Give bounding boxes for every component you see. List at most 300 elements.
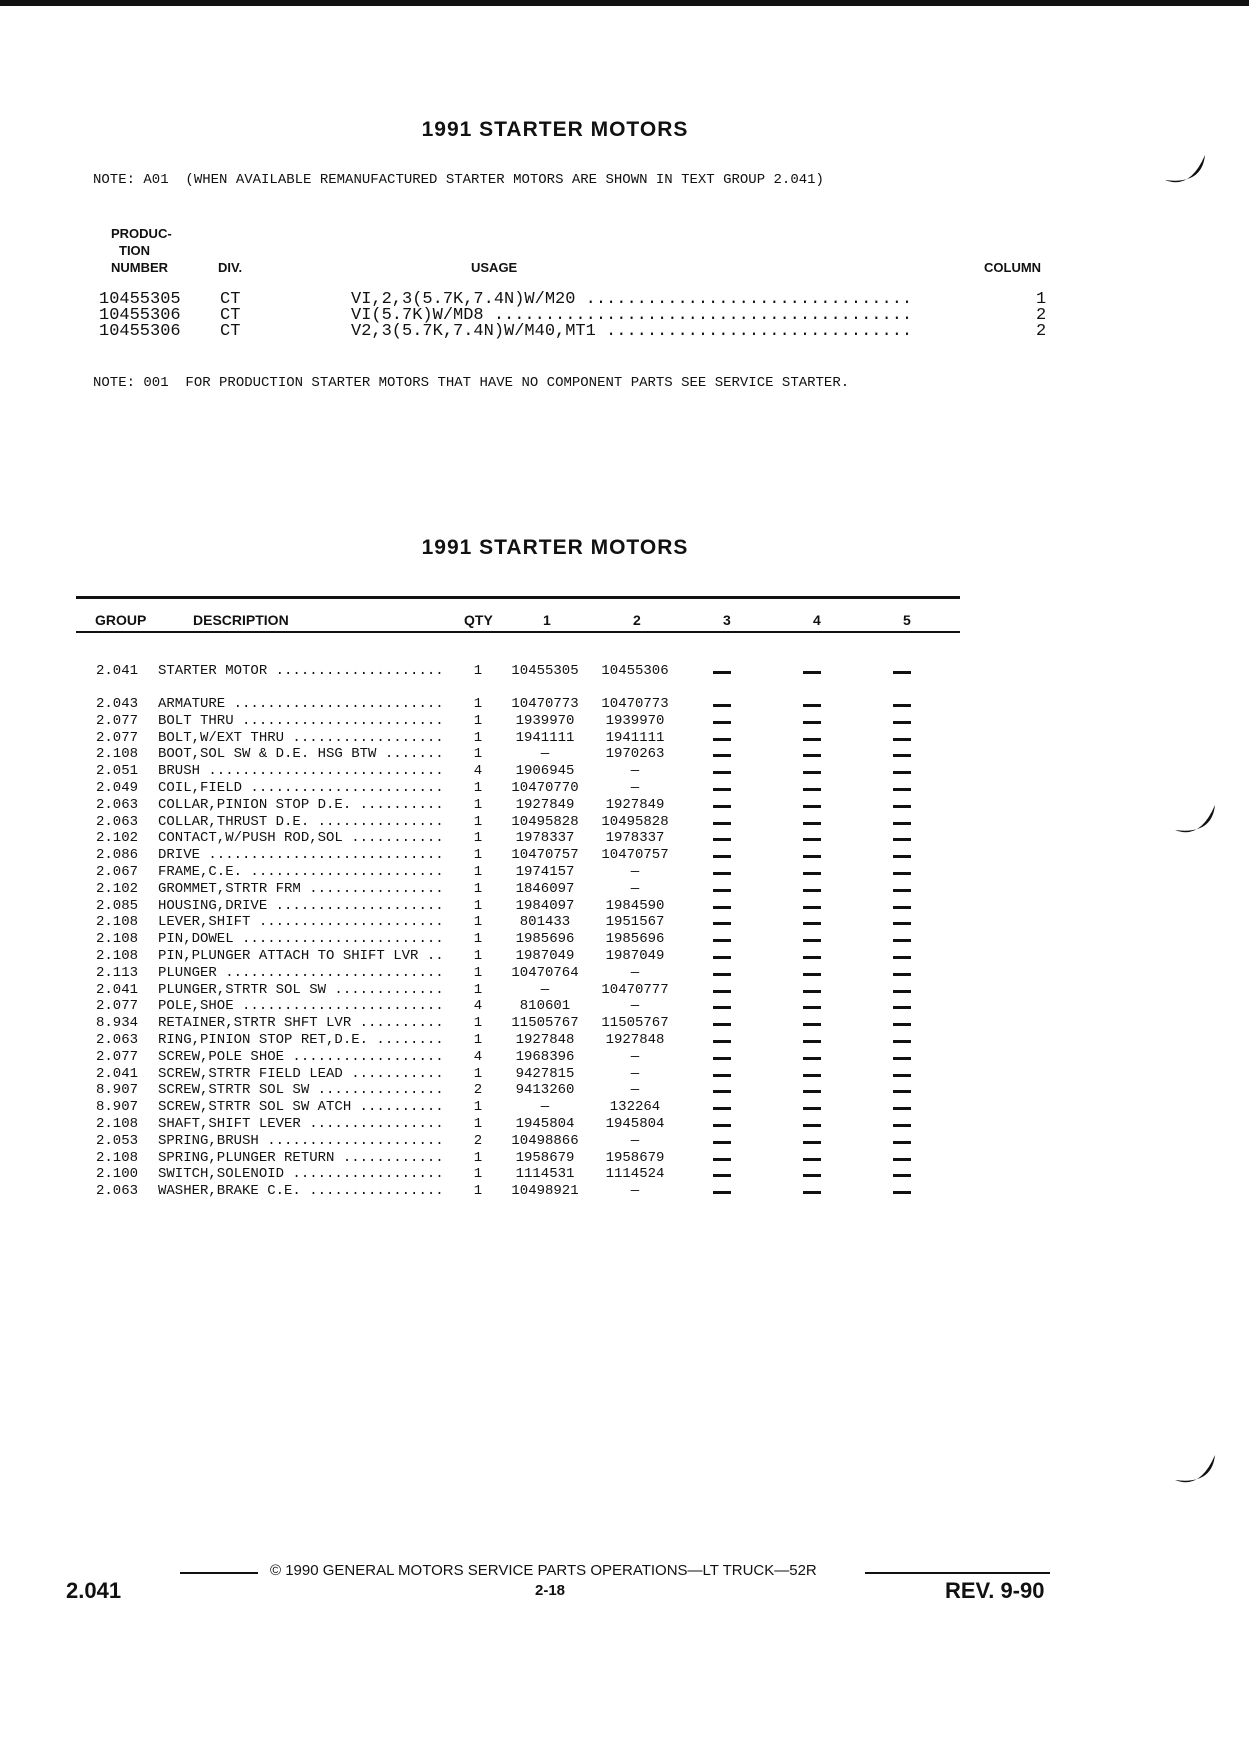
description-cell: SCREW,STRTR SOL SW ATCH .......... — [158, 1099, 444, 1116]
col1-cell: 1114531 — [515, 1166, 575, 1183]
production-div: CT — [220, 306, 241, 325]
group-cell: 2.043 — [96, 696, 139, 712]
description-cell: COLLAR,PINION STOP D.E. .......... — [158, 796, 444, 813]
col2-cell: 1927849 — [605, 796, 665, 813]
table-row — [0, 1133, 1249, 1150]
empty-col5-dash — [893, 939, 911, 942]
empty-col5-dash — [893, 1006, 911, 1009]
col1-cell: 10498866 — [511, 1132, 579, 1149]
table-row — [0, 763, 1249, 780]
group-cell: 2.077 — [96, 998, 139, 1015]
qty-cell: 1 — [473, 1149, 483, 1166]
col2-cell: — — [630, 780, 640, 796]
group-cell: 2.102 — [96, 880, 139, 897]
qty-cell: 2 — [473, 1082, 483, 1099]
description-cell: BOOT,SOL SW & D.E. HSG BTW ....... — [158, 746, 444, 763]
footer-rule-right — [865, 1572, 1050, 1574]
col1-cell: 1985696 — [515, 931, 575, 948]
description-cell: HOUSING,DRIVE .................... — [158, 897, 444, 914]
col2-cell: — — [630, 1183, 640, 1200]
col2-cell: — — [630, 1132, 640, 1149]
table-row — [0, 1015, 1249, 1032]
group-cell: 2.063 — [96, 813, 139, 830]
col2-cell: 1951567 — [605, 914, 665, 931]
empty-col3-dash — [713, 1107, 731, 1110]
col1-cell: 1927848 — [515, 1032, 575, 1048]
description-header: DESCRIPTION — [193, 612, 289, 628]
description-cell: SCREW,POLE SHOE .................. — [158, 1048, 444, 1065]
col1-cell: 11505767 — [511, 1015, 579, 1032]
col1-cell: 10470773 — [511, 696, 579, 712]
group-cell: 2.041 — [96, 663, 139, 679]
production-number: 10455305 — [99, 290, 181, 309]
col4-header: 4 — [813, 612, 821, 628]
table-row — [0, 1032, 1249, 1049]
group-cell: 2.108 — [96, 1116, 139, 1132]
table-row — [0, 1066, 1249, 1083]
footer-revision: REV. 9-90 — [945, 1578, 1045, 1603]
description-cell: WASHER,BRAKE C.E. ................ — [158, 1183, 444, 1200]
qty-cell: 1 — [473, 830, 483, 847]
col2-header: 2 — [633, 612, 641, 628]
description-cell: PIN,PLUNGER ATTACH TO SHIFT LVR .. — [158, 948, 444, 964]
col1-cell: 10455305 — [511, 663, 579, 679]
description-cell: SCREW,STRTR SOL SW ............... — [158, 1082, 444, 1099]
empty-col3-dash — [713, 671, 731, 674]
empty-col4-dash — [803, 939, 821, 942]
empty-col3-dash — [713, 1141, 731, 1144]
empty-col3-dash — [713, 1124, 731, 1127]
empty-col5-dash — [893, 956, 911, 959]
group-cell: 2.049 — [96, 780, 139, 796]
description-cell: STARTER MOTOR .................... — [158, 663, 444, 679]
col2-cell: 1958679 — [605, 1149, 665, 1166]
empty-col4-dash — [803, 1141, 821, 1144]
table-row — [0, 881, 1249, 898]
col2-cell: — — [630, 964, 640, 981]
table-row — [0, 746, 1249, 763]
empty-col3-dash — [713, 855, 731, 858]
empty-col4-dash — [803, 922, 821, 925]
empty-col5-dash — [893, 990, 911, 993]
description-cell: PLUNGER,STRTR SOL SW ............. — [158, 981, 444, 998]
qty-cell: 1 — [473, 1032, 483, 1048]
col2-cell: 1987049 — [605, 948, 665, 964]
empty-col4-dash — [803, 1023, 821, 1026]
footer-section-number: 2.041 — [66, 1578, 122, 1603]
table-row — [0, 830, 1249, 847]
table-row — [0, 797, 1249, 814]
col2-cell: 11505767 — [601, 1015, 669, 1032]
table-row — [0, 696, 1249, 713]
col1-cell: — — [540, 1099, 550, 1116]
empty-col4-dash — [803, 671, 821, 674]
production-usage: V2,3(5.7K,7.4N)W/M40,MT1 .............................. — [351, 322, 913, 341]
empty-col5-dash — [893, 1191, 911, 1194]
description-cell: SHAFT,SHIFT LEVER ................ — [158, 1116, 444, 1132]
col1-cell: 810601 — [519, 998, 571, 1015]
col2-cell: 1978337 — [605, 830, 665, 847]
empty-col4-dash — [803, 973, 821, 976]
description-cell: FRAME,C.E. ....................... — [158, 864, 444, 880]
qty-cell: 1 — [473, 813, 483, 830]
empty-col4-dash — [803, 721, 821, 724]
empty-col3-dash — [713, 704, 731, 707]
description-cell: LEVER,SHIFT ...................... — [158, 914, 444, 931]
table-row — [0, 931, 1249, 948]
empty-col4-dash — [803, 990, 821, 993]
col1-cell: 9413260 — [515, 1082, 575, 1099]
qty-cell: 1 — [473, 1099, 483, 1116]
col1-cell: 1906945 — [515, 763, 575, 780]
empty-col4-dash — [803, 805, 821, 808]
table-row — [0, 864, 1249, 881]
description-cell: SWITCH,SOLENOID .................. — [158, 1166, 444, 1183]
production-number: 10455306 — [99, 322, 181, 341]
qty-cell: 1 — [473, 931, 483, 948]
qty-cell: 1 — [473, 964, 483, 981]
binder-hole-mark — [1170, 1450, 1220, 1495]
empty-col5-dash — [893, 1124, 911, 1127]
col1-cell: 1984097 — [515, 897, 575, 914]
empty-col5-dash — [893, 1141, 911, 1144]
production-column: 2 — [1036, 306, 1047, 325]
col2-cell: 1114524 — [605, 1166, 665, 1183]
empty-col4-dash — [803, 822, 821, 825]
empty-col3-dash — [713, 771, 731, 774]
table-row — [0, 948, 1249, 965]
production-column: 2 — [1036, 322, 1047, 341]
col2-cell: 1984590 — [605, 897, 665, 914]
empty-col3-dash — [713, 822, 731, 825]
col3-header: 3 — [723, 612, 731, 628]
empty-col3-dash — [713, 1040, 731, 1043]
empty-col3-dash — [713, 906, 731, 909]
production-usage: VI,2,3(5.7K,7.4N)W/M20 ................................ — [351, 290, 913, 309]
qty-cell: 1 — [473, 1116, 483, 1132]
empty-col4-dash — [803, 1124, 821, 1127]
table-row — [0, 1183, 1249, 1200]
description-cell: ARMATURE ......................... — [158, 696, 444, 712]
col1-cell: 9427815 — [515, 1065, 575, 1082]
table-row — [0, 982, 1249, 999]
col2-cell: 1941111 — [605, 729, 665, 746]
empty-col4-dash — [803, 1057, 821, 1060]
qty-cell: 1 — [473, 897, 483, 914]
qty-cell: 1 — [473, 696, 483, 712]
table-row — [0, 1082, 1249, 1099]
empty-col5-dash — [893, 889, 911, 892]
qty-cell: 4 — [473, 1048, 483, 1065]
empty-col4-dash — [803, 889, 821, 892]
qty-cell: 4 — [473, 998, 483, 1015]
empty-col3-dash — [713, 754, 731, 757]
empty-col4-dash — [803, 788, 821, 791]
footer-rule-left — [180, 1572, 258, 1574]
parts-header-bottom-rule — [76, 631, 960, 633]
description-cell: POLE,SHOE ........................ — [158, 998, 444, 1015]
col2-cell: 1927848 — [605, 1032, 665, 1048]
col1-cell: 10470764 — [511, 964, 579, 981]
col2-cell: 1970263 — [605, 746, 665, 763]
empty-col3-dash — [713, 805, 731, 808]
empty-col3-dash — [713, 721, 731, 724]
col1-header: 1 — [543, 612, 551, 628]
empty-col5-dash — [893, 1074, 911, 1077]
col1-cell: — — [540, 746, 550, 763]
production-div: CT — [220, 290, 241, 309]
table-row — [0, 1166, 1249, 1183]
empty-col3-dash — [713, 1023, 731, 1026]
usage-header: USAGE — [471, 260, 518, 275]
table-row — [0, 965, 1249, 982]
empty-col3-dash — [713, 889, 731, 892]
description-cell: SCREW,STRTR FIELD LEAD ........... — [158, 1065, 444, 1082]
empty-col4-dash — [803, 956, 821, 959]
empty-col3-dash — [713, 973, 731, 976]
empty-col4-dash — [803, 1191, 821, 1194]
empty-col5-dash — [893, 973, 911, 976]
description-cell: SPRING,BRUSH ..................... — [158, 1132, 444, 1149]
group-cell: 2.051 — [96, 763, 139, 780]
qty-cell: 1 — [473, 1183, 483, 1200]
description-cell: COLLAR,THRUST D.E. ............... — [158, 813, 444, 830]
description-cell: RETAINER,STRTR SHFT LVR .......... — [158, 1015, 444, 1032]
qty-cell: 1 — [473, 796, 483, 813]
empty-col5-dash — [893, 788, 911, 791]
table-row — [0, 914, 1249, 931]
empty-col4-dash — [803, 906, 821, 909]
qty-cell: 1 — [473, 1015, 483, 1032]
qty-cell: 1 — [473, 780, 483, 796]
empty-col4-dash — [803, 1006, 821, 1009]
col2-cell: 1985696 — [605, 931, 665, 948]
empty-col4-dash — [803, 855, 821, 858]
empty-col3-dash — [713, 738, 731, 741]
group-cell: 2.113 — [96, 964, 139, 981]
empty-col5-dash — [893, 906, 911, 909]
empty-col4-dash — [803, 754, 821, 757]
group-cell: 2.041 — [96, 981, 139, 998]
col1-cell: 10498921 — [511, 1183, 579, 1200]
empty-col4-dash — [803, 738, 821, 741]
empty-col3-dash — [713, 1090, 731, 1093]
col1-cell: 10470770 — [511, 780, 579, 796]
col2-cell: 10470773 — [601, 696, 669, 712]
div-header: DIV. — [218, 260, 243, 275]
column-header: COLUMN — [984, 260, 1042, 275]
empty-col5-dash — [893, 671, 911, 674]
qty-cell: 1 — [473, 948, 483, 964]
empty-col4-dash — [803, 1107, 821, 1110]
empty-col5-dash — [893, 754, 911, 757]
group-cell: 2.108 — [96, 1149, 139, 1166]
group-cell: 2.063 — [96, 1032, 139, 1048]
col1-cell: 1974157 — [515, 864, 575, 880]
empty-col5-dash — [893, 704, 911, 707]
table-row — [0, 730, 1249, 747]
description-cell: DRIVE ............................ — [158, 847, 444, 864]
empty-col3-dash — [713, 1158, 731, 1161]
col1-cell: 1978337 — [515, 830, 575, 847]
col2-cell: 10470777 — [601, 981, 669, 998]
description-cell: COIL,FIELD ....................... — [158, 780, 444, 796]
qty-cell: 1 — [473, 712, 483, 729]
col2-cell: 10455306 — [601, 663, 669, 679]
empty-col5-dash — [893, 771, 911, 774]
group-cell: 2.063 — [96, 796, 139, 813]
empty-col3-dash — [713, 788, 731, 791]
empty-col4-dash — [803, 1040, 821, 1043]
empty-col3-dash — [713, 990, 731, 993]
description-cell: SPRING,PLUNGER RETURN ............ — [158, 1149, 444, 1166]
empty-col5-dash — [893, 855, 911, 858]
empty-col3-dash — [713, 1057, 731, 1060]
group-cell: 8.907 — [96, 1082, 139, 1099]
parts-section-title: 1991 STARTER MOTORS — [421, 536, 689, 559]
empty-col5-dash — [893, 1174, 911, 1177]
qty-cell: 4 — [473, 763, 483, 780]
empty-col5-dash — [893, 1040, 911, 1043]
qty-cell: 1 — [473, 1166, 483, 1183]
col2-cell: 10470757 — [601, 847, 669, 864]
empty-col3-dash — [713, 956, 731, 959]
production-number-header-line3: NUMBER — [111, 260, 169, 275]
empty-col4-dash — [803, 1174, 821, 1177]
col1-cell: 1927849 — [515, 796, 575, 813]
empty-col4-dash — [803, 1158, 821, 1161]
top-border-rule — [0, 0, 1249, 6]
group-cell: 2.100 — [96, 1166, 139, 1183]
qty-cell: 1 — [473, 914, 483, 931]
footer-copyright: © 1990 GENERAL MOTORS SERVICE PARTS OPERATIONS—LT TRUCK—52R — [270, 1562, 817, 1579]
col2-cell: 1945804 — [605, 1116, 665, 1132]
table-row — [0, 898, 1249, 915]
empty-col5-dash — [893, 1057, 911, 1060]
col1-cell: 1958679 — [515, 1149, 575, 1166]
empty-col4-dash — [803, 771, 821, 774]
table-row — [0, 998, 1249, 1015]
empty-col5-dash — [893, 822, 911, 825]
table-row — [0, 1099, 1249, 1116]
production-number-header-line2: TION — [119, 243, 151, 258]
parts-header-top-rule — [76, 596, 960, 599]
qty-cell: 1 — [473, 729, 483, 746]
col2-cell: 132264 — [609, 1099, 661, 1116]
group-cell: 2.102 — [96, 830, 139, 847]
empty-col4-dash — [803, 1090, 821, 1093]
empty-col3-dash — [713, 922, 731, 925]
qty-cell: 1 — [473, 847, 483, 864]
empty-col5-dash — [893, 838, 911, 841]
description-cell: BOLT THRU ........................ — [158, 712, 444, 729]
table-row — [0, 814, 1249, 831]
empty-col4-dash — [803, 838, 821, 841]
empty-col3-dash — [713, 1174, 731, 1177]
qty-cell: 2 — [473, 1132, 483, 1149]
group-cell: 2.063 — [96, 1183, 139, 1200]
col2-cell: — — [630, 1065, 640, 1082]
col1-cell: 1945804 — [515, 1116, 575, 1132]
col2-cell: — — [630, 1048, 640, 1065]
empty-col3-dash — [713, 1074, 731, 1077]
page-title: 1991 STARTER MOTORS — [421, 118, 689, 141]
empty-col3-dash — [713, 1006, 731, 1009]
production-column: 1 — [1036, 290, 1047, 309]
col1-cell: 801433 — [519, 914, 571, 931]
col2-cell: — — [630, 763, 640, 780]
qty-cell: 1 — [473, 880, 483, 897]
empty-col4-dash — [803, 1074, 821, 1077]
description-cell: BOLT,W/EXT THRU .................. — [158, 729, 444, 746]
table-row — [0, 1150, 1249, 1167]
note-a01: NOTE: A01 (WHEN AVAILABLE REMANUFACTURED STARTER MOTORS ARE SHOWN IN TEXT GROUP 2.041) — [93, 172, 824, 188]
empty-col5-dash — [893, 1090, 911, 1093]
group-cell: 2.108 — [96, 948, 139, 964]
col2-cell: 1939970 — [605, 712, 665, 729]
description-cell: CONTACT,W/PUSH ROD,SOL ........... — [158, 830, 444, 847]
note-001: NOTE: 001 FOR PRODUCTION STARTER MOTORS THAT HAVE NO COMPONENT PARTS SEE SERVICE STARTER. — [93, 375, 850, 391]
empty-col5-dash — [893, 1023, 911, 1026]
col1-cell: 1941111 — [515, 729, 575, 746]
group-cell: 2.085 — [96, 897, 139, 914]
group-cell: 2.067 — [96, 864, 139, 880]
empty-col5-dash — [893, 1158, 911, 1161]
description-cell: PLUNGER .......................... — [158, 964, 444, 981]
production-number-header-line1: PRODUC- — [111, 226, 172, 241]
empty-col5-dash — [893, 1107, 911, 1110]
group-cell: 2.108 — [96, 931, 139, 948]
col1-cell: — — [540, 981, 550, 998]
col1-cell: 1846097 — [515, 880, 575, 897]
footer-page-number: 2-18 — [535, 1582, 566, 1599]
group-cell: 2.086 — [96, 847, 139, 864]
col1-cell: 1987049 — [515, 948, 575, 964]
qty-header: QTY — [464, 612, 493, 628]
group-cell: 2.077 — [96, 729, 139, 746]
col1-cell: 10495828 — [511, 813, 579, 830]
binder-hole-mark — [1160, 150, 1210, 195]
table-row — [0, 1049, 1249, 1066]
col1-cell: 10470757 — [511, 847, 579, 864]
table-row — [0, 663, 1249, 680]
production-usage: VI(5.7K)W/MD8 ......................................... — [351, 306, 913, 325]
empty-col5-dash — [893, 922, 911, 925]
table-row — [0, 713, 1249, 730]
empty-col5-dash — [893, 721, 911, 724]
col2-cell: — — [630, 998, 640, 1015]
group-cell: 2.077 — [96, 1048, 139, 1065]
table-row — [0, 1116, 1249, 1133]
description-cell: PIN,DOWEL ........................ — [158, 931, 444, 948]
empty-col5-dash — [893, 872, 911, 875]
group-header: GROUP — [95, 612, 147, 628]
description-cell: BRUSH ............................ — [158, 763, 444, 780]
group-cell: 2.053 — [96, 1132, 139, 1149]
qty-cell: 1 — [473, 746, 483, 763]
group-cell: 2.041 — [96, 1065, 139, 1082]
qty-cell: 1 — [473, 864, 483, 880]
qty-cell: 1 — [473, 981, 483, 998]
col2-cell: — — [630, 1082, 640, 1099]
group-cell: 8.934 — [96, 1015, 139, 1032]
empty-col3-dash — [713, 838, 731, 841]
empty-col4-dash — [803, 872, 821, 875]
col2-cell: — — [630, 864, 640, 880]
production-number: 10455306 — [99, 306, 181, 325]
qty-cell: 1 — [473, 1065, 483, 1082]
group-cell: 2.077 — [96, 712, 139, 729]
